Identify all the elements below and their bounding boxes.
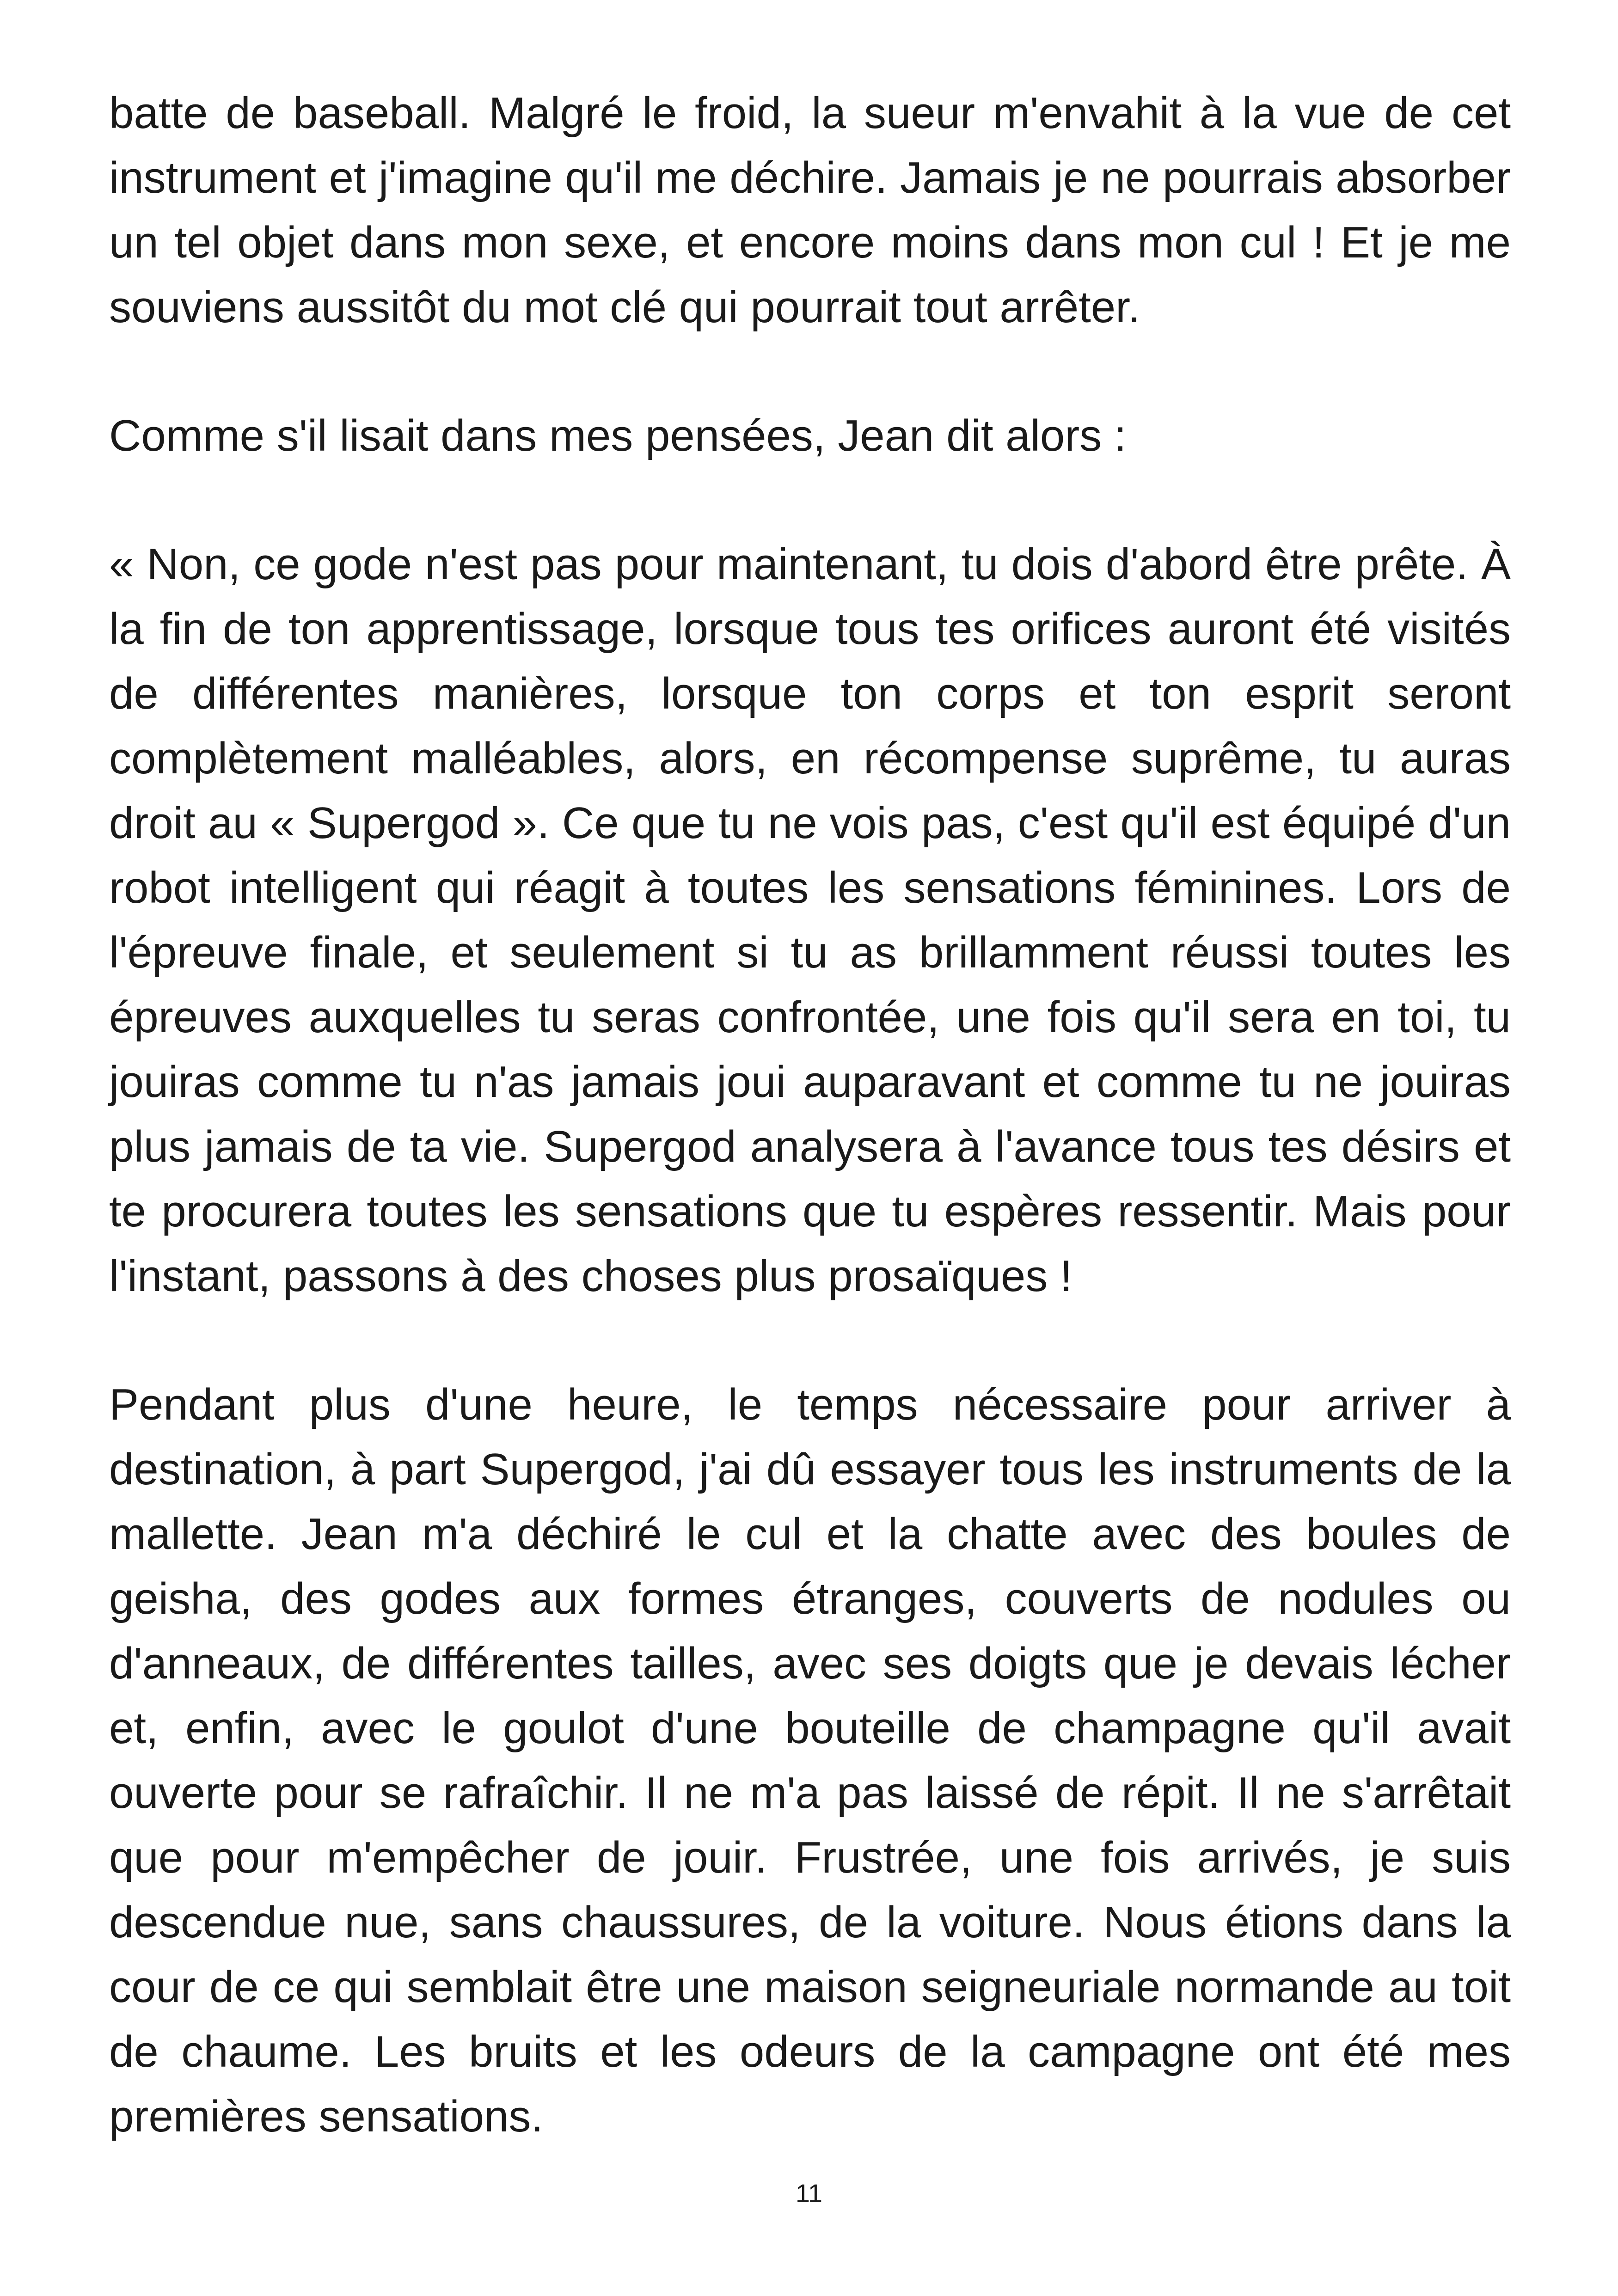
paragraph-1: batte de baseball. Malgré le froid, la sueur m'envahit à la vue de cet instrument et j'imagine qu'il me déchire. Jamais je ne pourrais absorber un tel objet dans mon sexe, et encore moins dans mon cul ! Et je me souviens aussitôt du mot clé qui pourrait tout arrêter. [109,88,1511,332]
paragraph-3: « Non, ce gode n'est pas pour maintenant, tu dois d'abord être prête. À la fin de ton apprentissage, lorsque tous tes orifices auront été visités de différentes manières, lorsque ton corps et ton esprit seront complètement malléables, alors, en récompense suprême, tu auras droit au « Supergod ». Ce que tu ne vois pas, c'est qu'il est équipé d'un robot intelligent qui réagit à toutes les sensations féminines. Lors de l'épreuve finale, et seulement si tu as brillamment réussi toutes les épreuves auxquelles tu seras confrontée, une fois qu'il sera en toi, tu jouiras comme tu n'as jamais joui auparavant et comme tu ne jouiras plus jamais de ta vie. Supergod analysera à l'avance tous tes désirs et te procurera toutes les sensations que tu espères ressentir. Mais pour l'instant, passons à des choses plus prosaïques ! [109,539,1511,1301]
paragraph-4: Pendant plus d'une heure, le temps nécessaire pour arriver à destination, à part Supergod, j'ai dû essayer tous les instruments de la mallette. Jean m'a déchiré le cul et la chatte avec des boules de geisha, des godes aux formes étranges, couverts de nodules ou d'anneaux, de différentes tailles, avec ses doigts que je devais lécher et, enfin, avec le goulot d'une bouteille de champagne qu'il avait ouverte pour se rafraîchir. Il ne m'a pas laissé de répit. Il ne s'arrêtait que pour m'empêcher de jouir. Frustrée, une fois arrivés, je suis descendue nue, sans chaussures, de la voiture. Nous étions dans la cour de ce qui semblait être une maison seigneuriale normande au toit de chaume. Les bruits et les odeurs de la campagne ont été mes premières sensations. [109,1380,1511,2141]
paragraph-2: Comme s'il lisait dans mes pensées, Jean dit alors : [109,411,1127,460]
document-body [109,81,1511,2149]
page-number: 11 [795,2179,823,2208]
